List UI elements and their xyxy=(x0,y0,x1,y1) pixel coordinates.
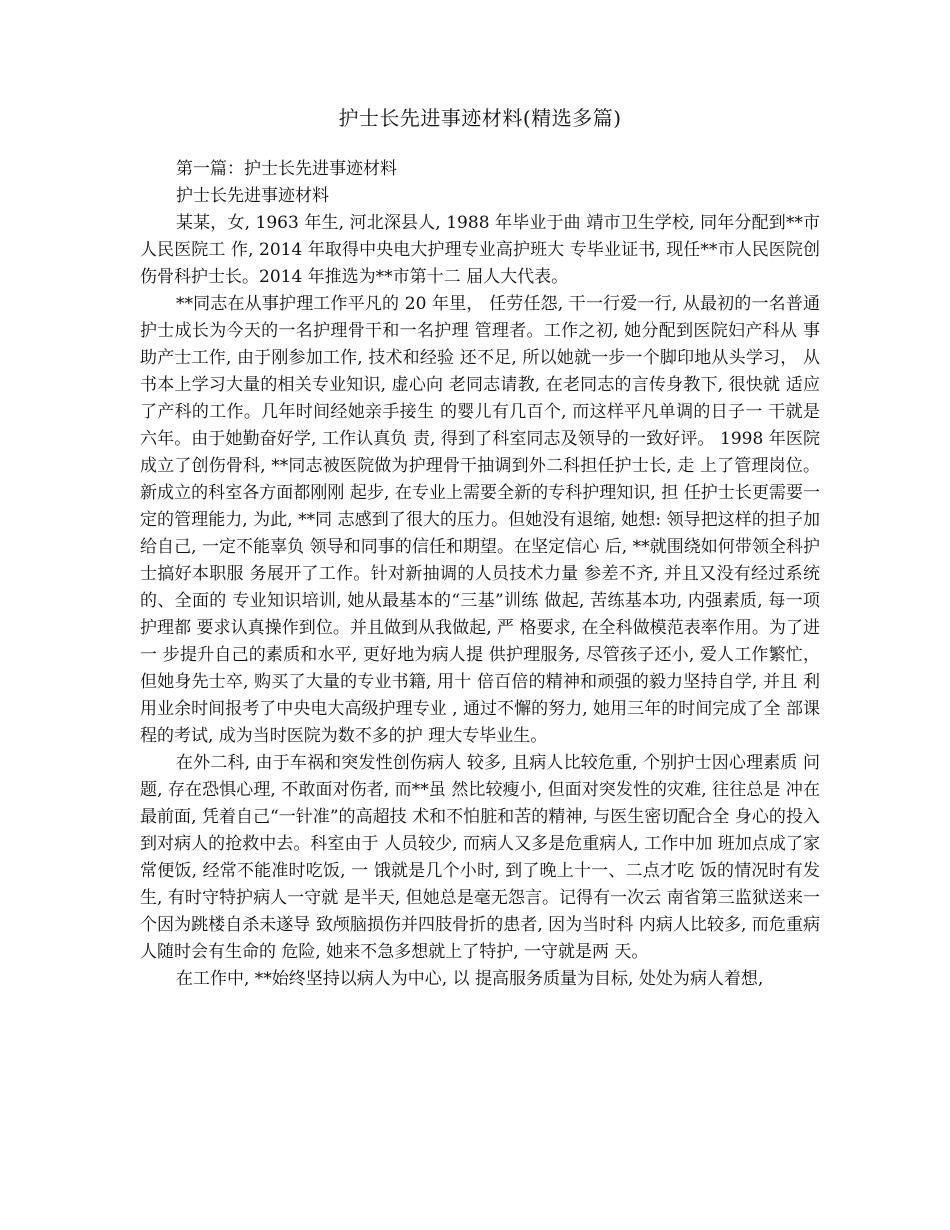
section-heading: 第一篇：护士长先进事迹材料 xyxy=(176,159,397,179)
paragraph-1: 某某，女, 1963 年生, 河北深县人, 1988 年毕业于曲 靖市卫生学校, 同年分配到**市人民医院工 作, 2014 年取得中央电大护理专业高护班大 专毕业证书, 现任**市人民医院创伤骨科护士长。2014 年推选为**市第十二 届人大代表。 xyxy=(140,213,820,287)
paragraph-3: 在外二科, 由于车祸和突发性创伤病人 较多, 且病人比较危重, 个别护士因心理素质 问题, 存在恐惧心理, 不敢面对伤者, 而**虽 然比较瘦小, 但面对突发性的灾难, 往往总是 冲在最前面, 凭着自己“一针准”的高超技 术和不怕脏和苦的精神, 与医生密切配合全 身心的投入到对病人的抢救中去。科室由于 人员较少, 而病人又多是危重病人, 工作中加 班加点成了家常便饭, 经常不能准时吃饭, 一 饿就是几个小时, 到了晚上十一、二点才吃 饭的情况时有发生, 有时守特护病人一守就 是半天, 但她总是毫无怨言。记得有一次云 南省第三监狱送来一个因为跳楼自杀未遂导 致颅脑损伤并四肢骨折的患者, 因为当时科 内病人比较多, 而危重病人随时会有生命的 危险, 她来不急多想就上了特护, 一守就是两 天。 xyxy=(140,753,820,962)
paragraph-4: 在工作中, **始终坚持以病人为中心, 以 提高服务质量为目标, 处处为病人着想, xyxy=(176,969,764,989)
paragraph-2: **同志在从事护理工作平凡的 20 年里， 任劳任怨, 干一行爱一行, 从最初的一名普通 护士成长为今天的一名护理骨干和一名护理 管理者。工作之初, 她分配到医院妇产科从 事助产士工作, 由于刚参加工作, 技术和经验 还不足, 所以她就一步一个脚印地从头学习， 从书本上学习大量的相关专业知识, 虚心向 老同志请教, 在老同志的言传身教下, 很快就 适应了产科的工作。几年时间经她亲手接生 的婴儿有几百个, 而这样平凡单调的日子一 干就是六年。由于她勤奋好学, 工作认真负 责, 得到了科室同志及领导的一致好评。 1998 年医院成立了创伤骨科, **同志被医院做为护理骨干抽调到外二科担任护士长, 走 上了管理岗位。新成立的科室各方面都刚刚 起步, 在专业上需要全新的专科护理知识, 担 任护士长更需要一定的管理能力, 为此, **同 志感到了很大的压力。但她没有退缩, 她想: 领导把这样的担子加给自己, 一定不能辜负 领导和同事的信任和期望。在坚定信心 后, **就围绕如何带领全科护士搞好本职服 务展开了工作。针对新抽调的人员技术力量 参差不齐, 并且又没有经过系统的、全面的 专业知识培训, 她从最基本的“三基”训练 做起, 苦练基本功, 内强素质, 每一项护理都 要求认真操作到位。并且做到从我做起, 严 格要求, 在全科做模范表率作用。为了进一 步提升自己的素质和水平, 更好地为病人提 供护理服务, 尽管孩子还小, 爱人工作繁忙， 但她身先士卒, 购买了大量的专业书籍, 用十 倍百倍的精神和顽强的毅力坚持自学, 并且 利用业余时间报考了中央电大高级护理专业 , 通过不懈的努力, 她用三年的时间完成了全 部课程的考试, 成为当时医院为数不多的护 理大专毕业生。 xyxy=(140,294,820,746)
document-page xyxy=(140,104,820,993)
document-title: 护士长先进事迹材料(精选多篇) xyxy=(338,106,622,130)
sub-heading: 护士长先进事迹材料 xyxy=(176,186,329,206)
